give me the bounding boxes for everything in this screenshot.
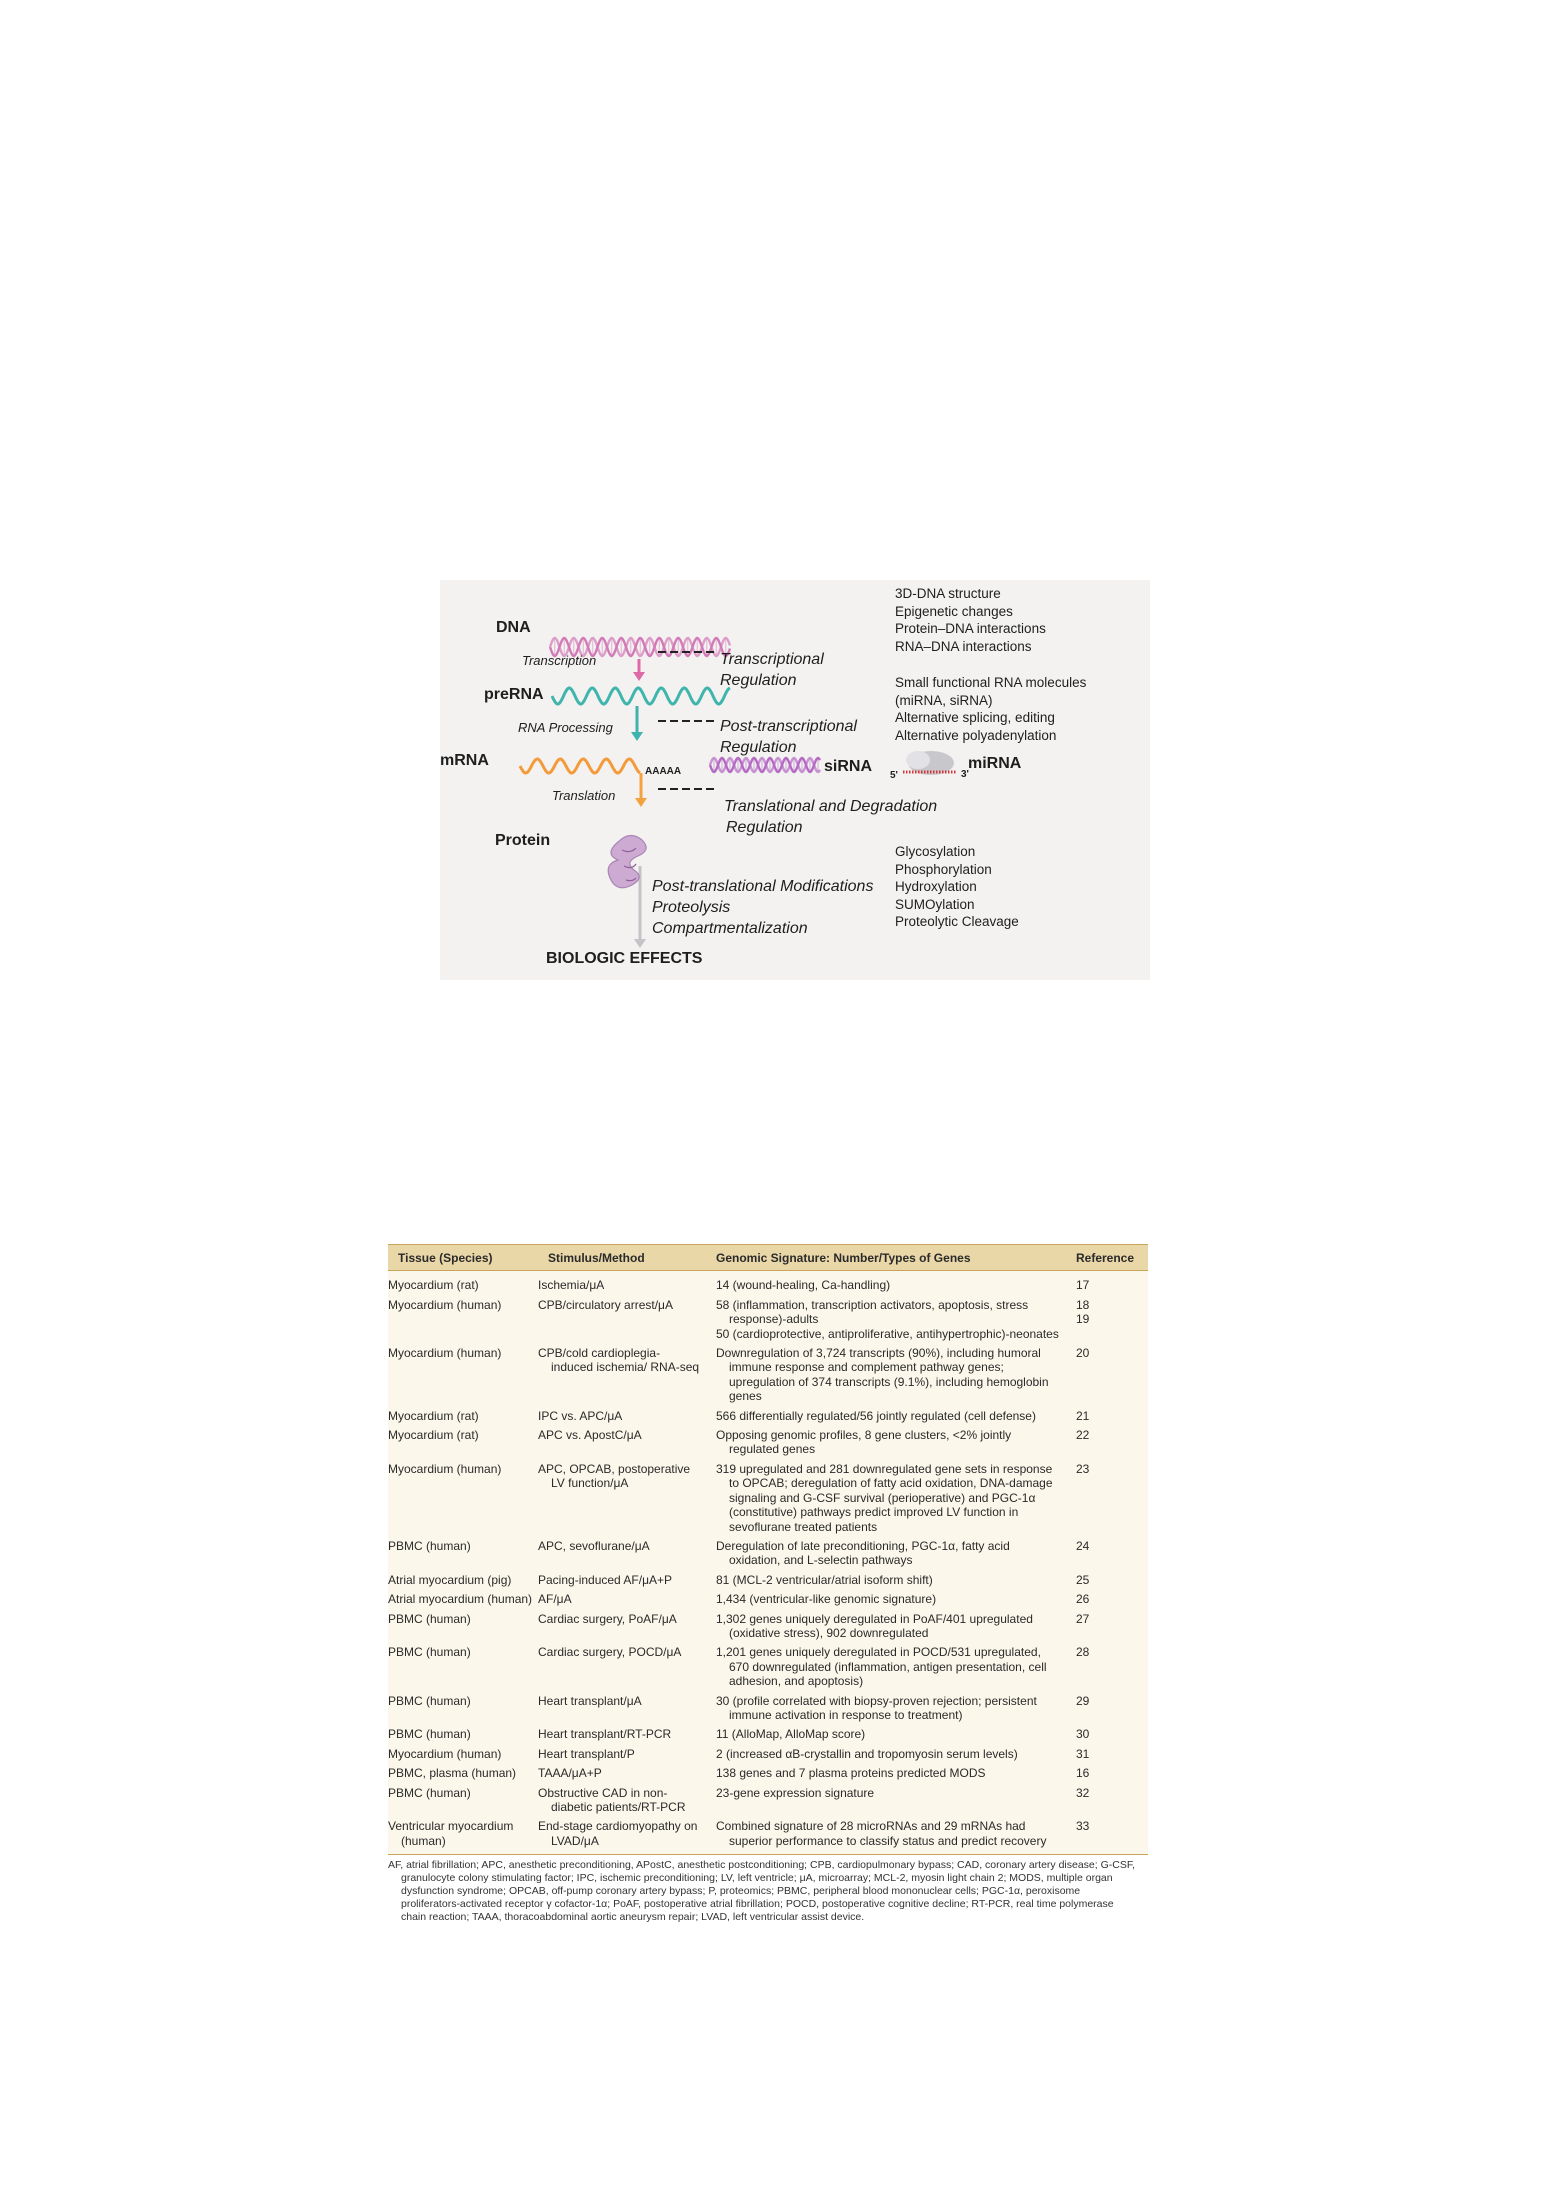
- tissue-cell: [388, 1745, 538, 1764]
- table-row: [388, 1460, 1148, 1537]
- rna-note: Alternative splicing, editing: [895, 710, 1055, 725]
- signature-cell: [706, 1590, 1066, 1609]
- header-stimulus: Stimulus/Method: [538, 1245, 706, 1271]
- tissue-cell: [388, 1296, 538, 1344]
- signature-text: 2 (increased αB-crystallin and tropomyosin serum levels): [716, 1746, 1018, 1761]
- stimulus-text: End-stage cardiomyopathy on LVAD/μA: [538, 1819, 698, 1848]
- tissue-text: PBMC (human): [388, 1645, 471, 1660]
- reference-cell: [1066, 1407, 1148, 1426]
- signature-text: Combined signature of 28 microRNAs and 29 mRNAs had superior performance to classify status and predict recovery: [716, 1819, 1047, 1848]
- stimulus-text: Cardiac surgery, PoAF/μA: [538, 1611, 677, 1626]
- signature-cell: [706, 1643, 1066, 1691]
- stimulus-text: CPB/cold cardioplegia-induced ischemia/ RNA-seq: [538, 1346, 700, 1375]
- stimulus-cell: [538, 1784, 706, 1818]
- tissue-text: Myocardium (human): [388, 1346, 502, 1361]
- post-transcriptional-regulation-label: [720, 716, 857, 758]
- five-prime-label: 5': [890, 770, 898, 781]
- post-transcriptional-regulation-line: Regulation: [720, 739, 797, 756]
- sirna-label: siRNA: [824, 758, 873, 775]
- transcriptional-regulation-label: [720, 649, 824, 691]
- post-translational-label: [652, 876, 873, 939]
- protein-note: Glycosylation: [895, 844, 976, 859]
- signature-cell: [706, 1537, 1066, 1571]
- tissue-text: PBMC (human): [388, 1727, 471, 1742]
- stimulus-cell: [538, 1407, 706, 1426]
- reference-text: 21: [1076, 1408, 1090, 1423]
- stimulus-cell: [538, 1426, 706, 1460]
- dna-note: 3D-DNA structure: [895, 586, 1001, 601]
- reference-cell: [1066, 1271, 1148, 1296]
- mrna-label: mRNA: [440, 752, 489, 769]
- tissue-text: PBMC (human): [388, 1693, 471, 1708]
- tissue-cell: [388, 1571, 538, 1590]
- signature-cell: [706, 1725, 1066, 1744]
- tissue-cell: [388, 1692, 538, 1726]
- post-translational-line: Proteolysis: [652, 899, 731, 916]
- stimulus-text: TAAA/μA+P: [538, 1766, 602, 1781]
- reference-cell: [1066, 1817, 1148, 1854]
- stimulus-text: IPC vs. APC/μA: [538, 1408, 623, 1423]
- tissue-text: Atrial myocardium (pig): [388, 1572, 512, 1587]
- biologic-effects-arrow-head: [634, 939, 646, 948]
- signature-cell: [706, 1610, 1066, 1644]
- reference-text: 18: [1076, 1297, 1090, 1312]
- reference-cell: [1066, 1460, 1148, 1537]
- reference-text: 30: [1076, 1727, 1090, 1742]
- reference-text: 29: [1076, 1693, 1090, 1708]
- dna-notes: [895, 585, 1046, 655]
- stimulus-text: Obstructive CAD in non-diabetic patients/RT-PCR: [538, 1785, 686, 1814]
- tissue-cell: [388, 1590, 538, 1609]
- tissue-cell: [388, 1344, 538, 1407]
- tissue-text: Myocardium (human): [388, 1297, 502, 1312]
- stimulus-cell: [538, 1643, 706, 1691]
- table-row: [388, 1590, 1148, 1609]
- table-row: [388, 1764, 1148, 1783]
- reference-text: 24: [1076, 1538, 1090, 1553]
- mrna-strand: [520, 759, 640, 773]
- table-row: [388, 1692, 1148, 1726]
- protein-notes: [895, 843, 1019, 931]
- dna-note: RNA–DNA interactions: [895, 638, 1032, 654]
- signature-cell: [706, 1344, 1066, 1407]
- gene-regulation-figure: [440, 580, 1150, 980]
- signature-text: 58 (inflammation, transcription activators, apoptosis, stress response)-adults: [716, 1297, 1029, 1327]
- stimulus-text: AF/μA: [538, 1592, 572, 1607]
- reference-text: 17: [1076, 1278, 1090, 1293]
- tissue-cell: [388, 1407, 538, 1426]
- protein-note: Hydroxylation: [895, 879, 977, 894]
- signature-text: Downregulation of 3,724 transcripts (90%), including humoral immune response and complement pathway genes; upregulation of 374 transcripts (9.1%), including hemoglobin genes: [716, 1346, 1049, 1404]
- table-row: [388, 1426, 1148, 1460]
- mirna-label: miRNA: [968, 755, 1022, 772]
- stimulus-cell: [538, 1817, 706, 1854]
- stimulus-text: Cardiac surgery, POCD/μA: [538, 1645, 682, 1660]
- reference-text: 31: [1076, 1746, 1090, 1761]
- poly-a-tail-label: AAAAA: [645, 766, 682, 777]
- reference-text: 22: [1076, 1428, 1090, 1443]
- dna-label: DNA: [496, 619, 531, 636]
- tissue-text: PBMC (human): [388, 1538, 471, 1553]
- signature-cell: [706, 1745, 1066, 1764]
- stimulus-text: APC, sevoflurane/μA: [538, 1538, 650, 1553]
- transcription-label: Transcription: [522, 653, 597, 668]
- tissue-cell: [388, 1271, 538, 1296]
- reference-text: 19: [1076, 1312, 1090, 1327]
- tissue-text: Myocardium (rat): [388, 1278, 479, 1293]
- tissue-text: PBMC, plasma (human): [388, 1766, 517, 1781]
- protein-note: SUMOylation: [895, 896, 975, 912]
- stimulus-text: CPB/circulatory arrest/μA: [538, 1297, 673, 1312]
- signature-text: Deregulation of late preconditioning, PGC-1α, fatty acid oxidation, and L-selectin pathways: [716, 1538, 1010, 1568]
- reference-cell: [1066, 1745, 1148, 1764]
- tissue-cell: [388, 1817, 538, 1854]
- dna-note: Protein–DNA interactions: [895, 621, 1046, 636]
- tissue-cell: [388, 1610, 538, 1644]
- stimulus-cell: [538, 1344, 706, 1407]
- tissue-text: Ventricular myocardium (human): [388, 1819, 514, 1848]
- reference-text: 32: [1076, 1785, 1090, 1800]
- signature-cell: [706, 1426, 1066, 1460]
- tissue-cell: [388, 1643, 538, 1691]
- signature-text: 1,201 genes uniquely deregulated in POCD/531 upregulated, 670 downregulated (inflammation, antigen presentation, cell adhesion, and apoptosis): [716, 1645, 1047, 1689]
- table-row: [388, 1784, 1148, 1818]
- signature-cell: [706, 1784, 1066, 1818]
- genomic-signatures-table: [388, 1244, 1148, 1855]
- table-body: [388, 1271, 1148, 1855]
- stimulus-cell: [538, 1764, 706, 1783]
- tissue-text: Myocardium (human): [388, 1746, 502, 1761]
- signature-text: 319 upregulated and 281 downregulated gene sets in response to OPCAB; deregulation of fatty acid oxidation, DNA-damage signaling and G-CSF survival (perioperative) and PGC-1α (constitutive) pathways predict improved LV function in sevoflurane treated patients: [716, 1461, 1053, 1534]
- stimulus-cell: [538, 1460, 706, 1537]
- signature-cell: [706, 1296, 1066, 1344]
- reference-cell: [1066, 1590, 1148, 1609]
- signature-cell: [706, 1407, 1066, 1426]
- protein-label: Protein: [495, 832, 551, 849]
- tissue-text: Myocardium (human): [388, 1461, 502, 1476]
- table-row: [388, 1537, 1148, 1571]
- stimulus-text: APC, OPCAB, postoperative LV function/μA: [538, 1461, 691, 1491]
- stimulus-text: Pacing-induced AF/μA+P: [538, 1572, 672, 1587]
- genomic-signatures-table-block: [388, 1244, 1148, 1924]
- signature-cell: [706, 1271, 1066, 1296]
- table-footnote: AF, atrial fibrillation; APC, anesthetic preconditioning, APostC, anesthetic postconditioning; CPB, cardiopulmonary bypass; CAD, coronary artery disease; G-CSF, granulocyte colony stimulating factor; IPC, ischemic preconditioning; LV, left ventricle; μA, microarray; MCL-2, myosin light chain 2; MODS, multiple organ dysfunction syndrome; OPCAB, off-pump coronary artery bypass; P, proteomics; PBMC, peripheral blood mononuclear cells; PGC-1α, peroxisome proliferators-activated receptor γ cofactor-1α; PoAF, postoperative atrial fibrillation; POCD, postoperative cognitive decline; RT-PCR, real time polymerase chain reaction; TAAA, thoracoabdominal aortic aneurysm repair; LVAD, left ventricular assist device.: [388, 1859, 1136, 1924]
- signature-cell: [706, 1764, 1066, 1783]
- reference-text: 16: [1076, 1766, 1090, 1781]
- reference-text: 33: [1076, 1819, 1090, 1834]
- stimulus-cell: [538, 1590, 706, 1609]
- reference-cell: [1066, 1344, 1148, 1407]
- reference-text: 25: [1076, 1572, 1090, 1587]
- reference-cell: [1066, 1764, 1148, 1783]
- stimulus-cell: [538, 1610, 706, 1644]
- table-row: [388, 1817, 1148, 1854]
- signature-text: 138 genes and 7 plasma proteins predicted MODS: [716, 1766, 986, 1781]
- table-row: [388, 1643, 1148, 1691]
- reference-cell: [1066, 1725, 1148, 1744]
- table-header-row: [388, 1245, 1148, 1271]
- signature-text: 1,302 genes uniquely deregulated in PoAF/401 upregulated (oxidative stress), 902 downregulated: [716, 1611, 1033, 1640]
- signature-text: 566 differentially regulated/56 jointly regulated (cell defense): [716, 1408, 1036, 1423]
- signature-cell: [706, 1571, 1066, 1590]
- tissue-text: PBMC (human): [388, 1611, 471, 1626]
- reference-cell: [1066, 1643, 1148, 1691]
- translation-label: Translation: [552, 788, 616, 803]
- header-signature: Genomic Signature: Number/Types of Genes: [706, 1245, 1066, 1271]
- tissue-text: Myocardium (rat): [388, 1408, 479, 1423]
- reference-text: 20: [1076, 1346, 1090, 1361]
- reference-text: 27: [1076, 1611, 1090, 1626]
- reference-cell: [1066, 1610, 1148, 1644]
- rna-note: Small functional RNA molecules: [895, 675, 1087, 690]
- risc-complex-highlight: [906, 751, 930, 769]
- translational-regulation-line: Regulation: [726, 819, 803, 836]
- rna-notes: [895, 674, 1086, 744]
- reference-cell: [1066, 1692, 1148, 1726]
- translational-regulation-label: [724, 796, 937, 838]
- stimulus-cell: [538, 1271, 706, 1296]
- dna-note: Epigenetic changes: [895, 603, 1013, 619]
- signature-cell: [706, 1817, 1066, 1854]
- signature-text: 14 (wound-healing, Ca-handling): [716, 1278, 891, 1293]
- signature-text: 81 (MCL-2 ventricular/atrial isoform shift): [716, 1572, 933, 1587]
- tissue-text: PBMC (human): [388, 1785, 471, 1800]
- stimulus-cell: [538, 1745, 706, 1764]
- table-row: [388, 1407, 1148, 1426]
- tissue-cell: [388, 1460, 538, 1537]
- table-row: [388, 1725, 1148, 1744]
- table-row: [388, 1610, 1148, 1644]
- biologic-effects-label: BIOLOGIC EFFECTS: [546, 950, 703, 967]
- three-prime-label: 3': [961, 769, 969, 780]
- reference-text: 28: [1076, 1645, 1090, 1660]
- signature-cell: [706, 1460, 1066, 1537]
- protein-note: Phosphorylation: [895, 861, 992, 877]
- table-row: [388, 1571, 1148, 1590]
- stimulus-cell: [538, 1537, 706, 1571]
- table-row: [388, 1271, 1148, 1296]
- tissue-cell: [388, 1764, 538, 1783]
- protein-note: Proteolytic Cleavage: [895, 914, 1019, 929]
- rna-processing-label: RNA Processing: [518, 720, 613, 735]
- signature-text: 11 (AlloMap, AlloMap score): [716, 1727, 866, 1742]
- stimulus-text: Heart transplant/μA: [538, 1693, 642, 1708]
- rna-processing-arrow-head: [631, 732, 643, 741]
- signature-text: 1,434 (ventricular-like genomic signature): [716, 1592, 937, 1607]
- table-row: [388, 1296, 1148, 1344]
- reference-cell: [1066, 1537, 1148, 1571]
- stimulus-cell: [538, 1571, 706, 1590]
- transcription-arrow-head: [633, 672, 645, 681]
- rna-note: Alternative polyadenylation: [895, 727, 1057, 743]
- signature-text: 23-gene expression signature: [716, 1785, 875, 1800]
- rna-note: (miRNA, siRNA): [895, 692, 993, 708]
- signature-text: 50 (cardioprotective, antiproliferative, antihypertrophic)-neonates: [716, 1326, 1059, 1341]
- tissue-cell: [388, 1725, 538, 1744]
- reference-cell: [1066, 1296, 1148, 1344]
- post-translational-line: Compartmentalization: [652, 920, 808, 937]
- prerna-label: preRNA: [484, 686, 544, 703]
- post-transcriptional-regulation-line: Post-transcriptional: [720, 718, 857, 735]
- stimulus-text: Heart transplant/P: [538, 1746, 635, 1761]
- header-reference: Reference: [1066, 1245, 1148, 1271]
- table-row: [388, 1745, 1148, 1764]
- reference-cell: [1066, 1571, 1148, 1590]
- tissue-text: Myocardium (rat): [388, 1428, 479, 1443]
- transcriptional-regulation-line: Transcriptional: [720, 651, 824, 668]
- tissue-cell: [388, 1426, 538, 1460]
- transcriptional-regulation-line: Regulation: [720, 672, 797, 689]
- stimulus-text: Ischemia/μA: [538, 1278, 605, 1293]
- reference-cell: [1066, 1426, 1148, 1460]
- signature-cell: [706, 1692, 1066, 1726]
- reference-text: 23: [1076, 1461, 1090, 1476]
- tissue-cell: [388, 1784, 538, 1818]
- tissue-cell: [388, 1537, 538, 1571]
- translation-arrow-head: [635, 798, 647, 807]
- table-row: [388, 1344, 1148, 1407]
- stimulus-cell: [538, 1296, 706, 1344]
- stimulus-text: APC vs. ApostC/μA: [538, 1428, 642, 1443]
- signature-text: 30 (profile correlated with biopsy-proven rejection; persistent immune activation in response to treatment): [716, 1693, 1037, 1722]
- tissue-text: Atrial myocardium (human): [388, 1592, 533, 1607]
- translational-regulation-line: Translational and Degradation: [724, 798, 938, 815]
- reference-text: 26: [1076, 1592, 1090, 1607]
- stimulus-cell: [538, 1692, 706, 1726]
- post-translational-line: Post-translational Modifications: [652, 878, 874, 895]
- stimulus-cell: [538, 1725, 706, 1744]
- stimulus-text: Heart transplant/RT-PCR: [538, 1727, 672, 1742]
- signature-text: Opposing genomic profiles, 8 gene clusters, <2% jointly regulated genes: [716, 1428, 1012, 1457]
- prerna-strand: [552, 688, 730, 704]
- header-tissue: Tissue (Species): [388, 1245, 538, 1271]
- reference-cell: [1066, 1784, 1148, 1818]
